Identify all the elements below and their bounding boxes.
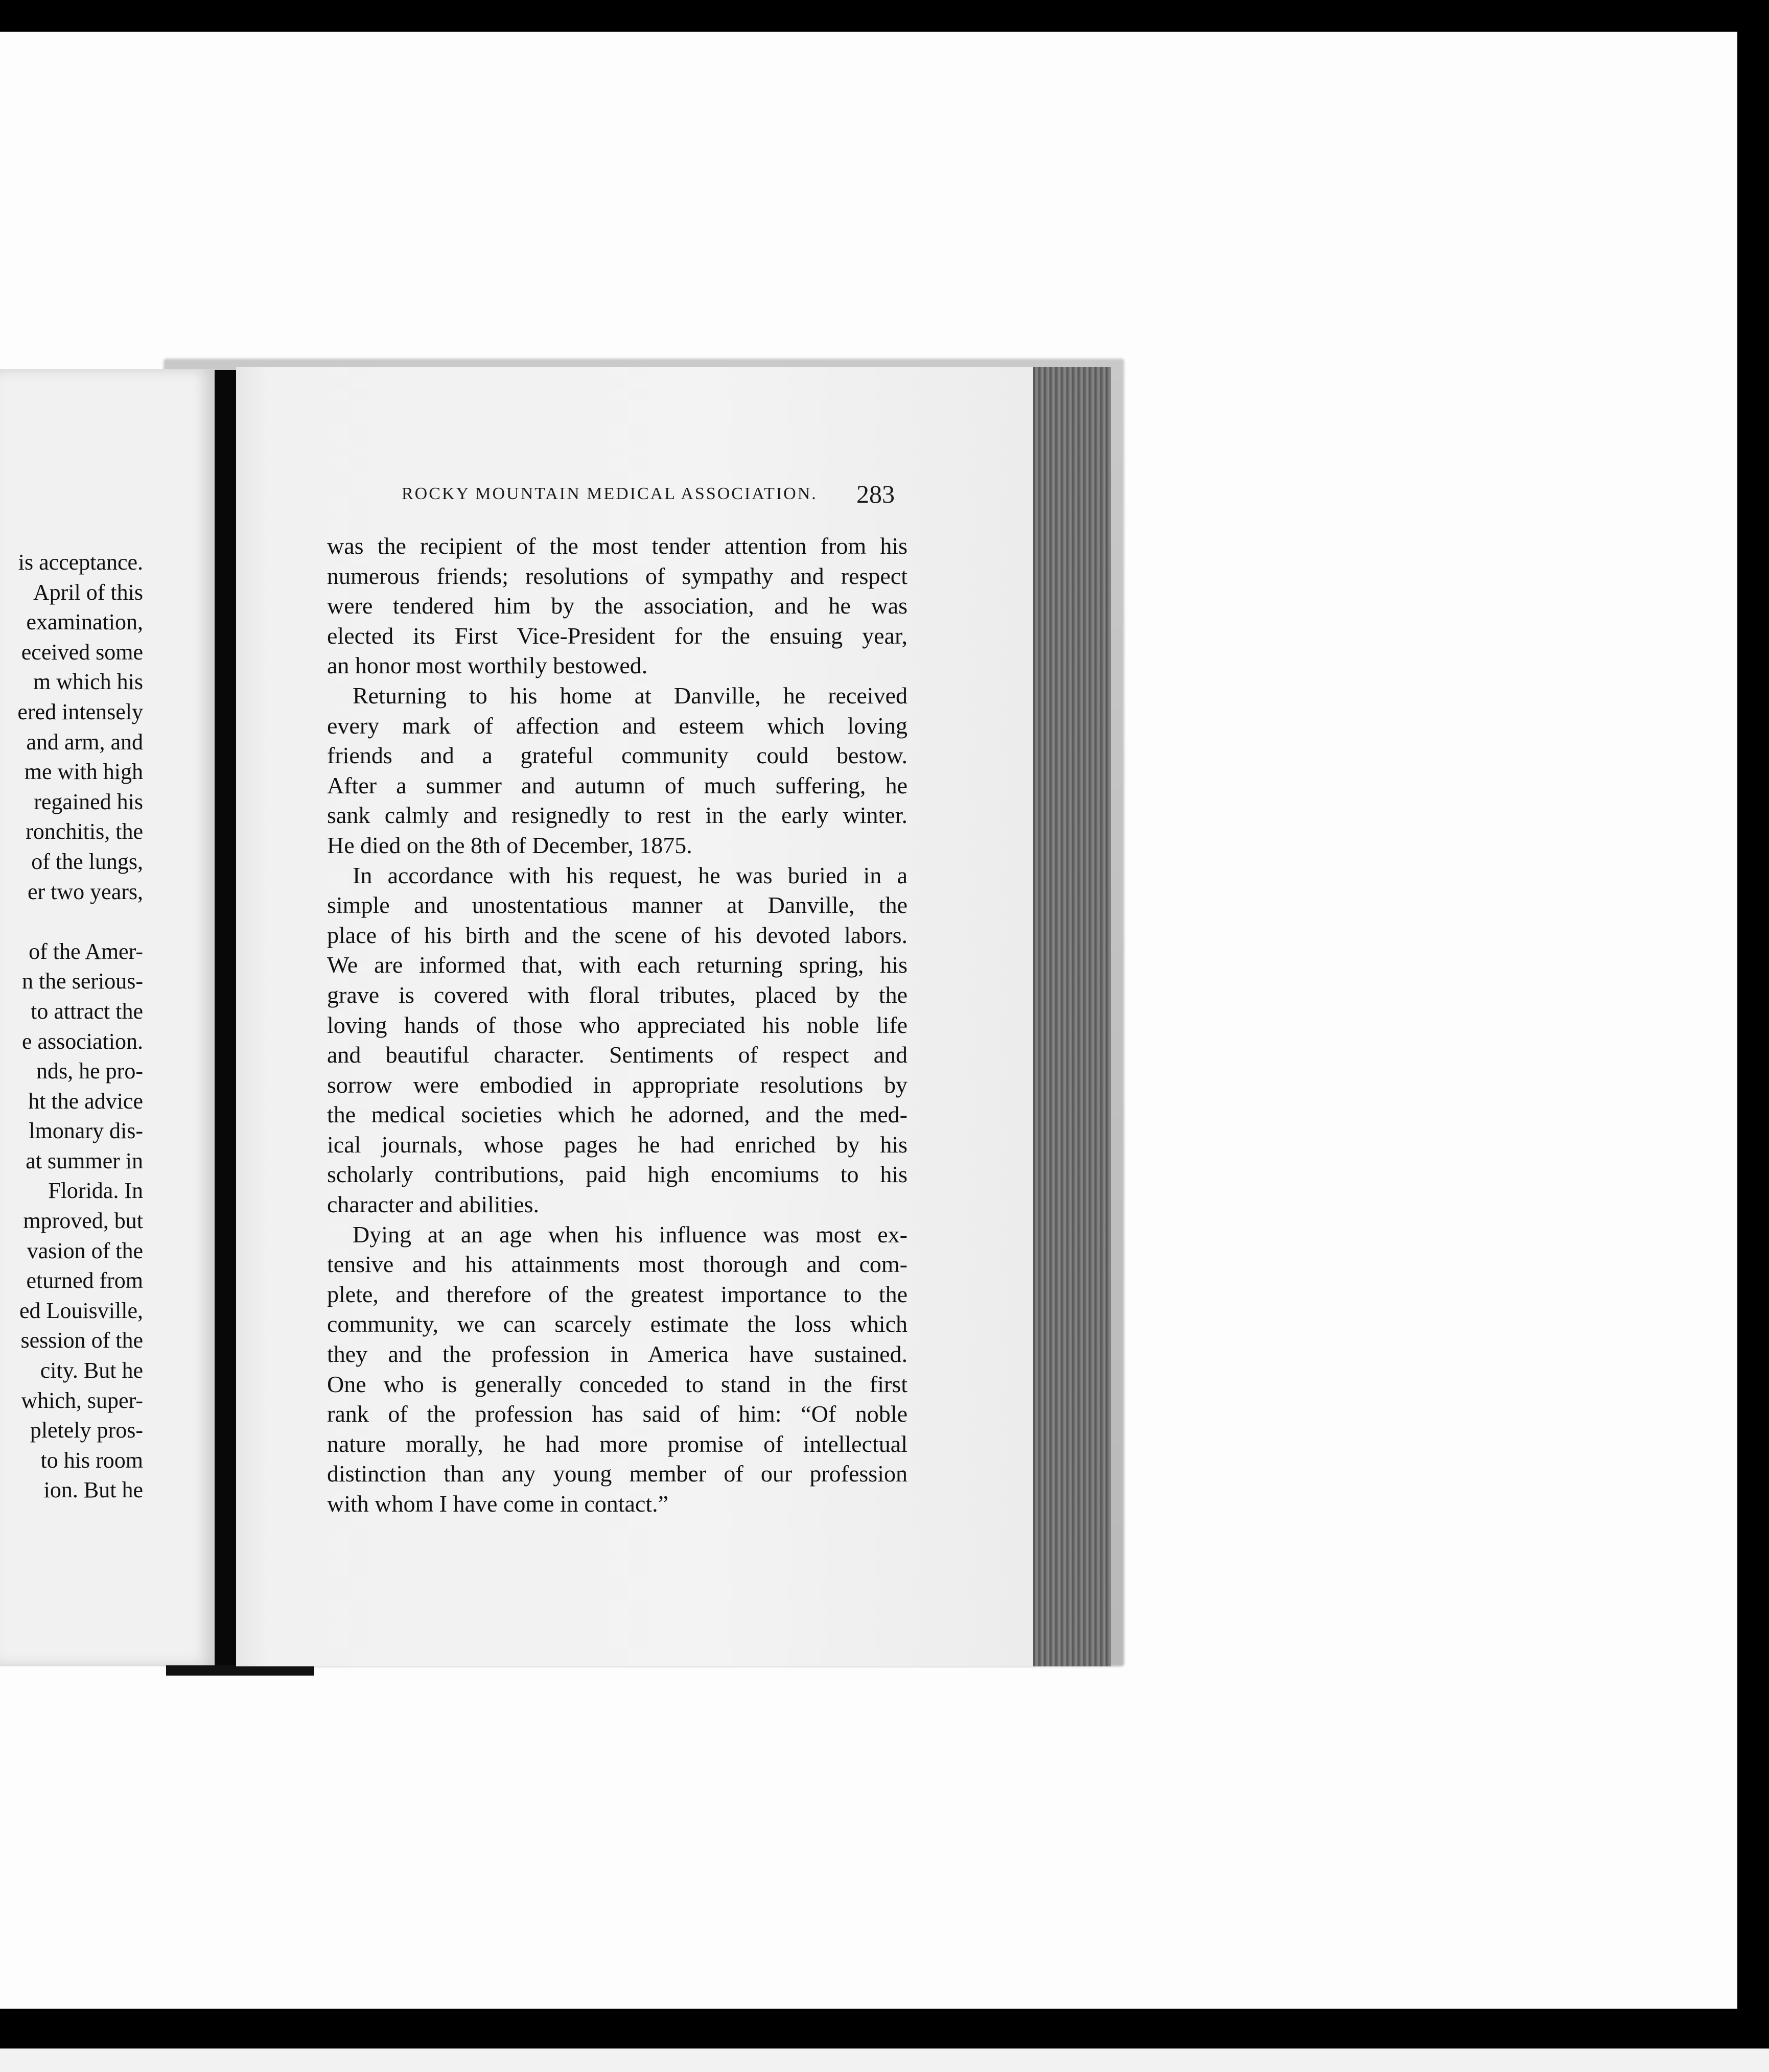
left-page-line: eceived some <box>21 639 143 665</box>
left-page-line: ion. But he <box>43 1477 143 1503</box>
body-line: community, we can scarcely estimate the loss which <box>327 1311 907 1337</box>
body-line: distinction than any young member of our profession <box>327 1461 907 1487</box>
left-page-line: pletely pros- <box>30 1418 143 1443</box>
body-line: rank of the profession has said of him: “Of noble <box>327 1401 907 1427</box>
body-line: After a summer and autumn of much suffering, he <box>327 772 907 798</box>
left-page-line: n the serious- <box>21 969 143 994</box>
left-page-line: at summer in <box>26 1148 143 1173</box>
running-head: ROCKY MOUNTAIN MEDICAL ASSOCIATION. <box>402 484 818 503</box>
left-page-line: April of this <box>33 579 143 605</box>
left-page-line: me with high <box>24 759 143 785</box>
left-page-line: vasion of the <box>27 1238 143 1263</box>
body-line: character and abilities. <box>327 1191 540 1218</box>
right-page-text <box>327 531 907 1519</box>
left-page-line: of the lungs, <box>31 849 143 874</box>
body-line: and beautiful character. Sentiments of respect and <box>327 1042 907 1068</box>
left-page-line: Florida. In <box>48 1178 143 1204</box>
left-page-line: eturned from <box>26 1268 143 1293</box>
left-page-line: and arm, and <box>26 729 143 755</box>
left-page-line: m which his <box>33 669 143 695</box>
body-line: sorrow were embodied in appropriate resolutions by <box>327 1071 907 1098</box>
body-line: sank calmly and resignedly to rest in the early winter. <box>327 802 907 829</box>
body-line: In accordance with his request, he was buried in a <box>353 862 907 888</box>
body-line: He died on the 8th of December, 1875. <box>327 832 692 858</box>
body-line: place of his birth and the scene of his devoted labors. <box>327 922 907 948</box>
left-page-line: e association. <box>21 1028 143 1054</box>
left-page-line <box>0 907 143 937</box>
scan-background <box>0 32 1737 2009</box>
body-line: nature morally, he had more promise of intellectual <box>327 1430 907 1457</box>
body-line: was the recipient of the most tender attention from his <box>327 533 907 559</box>
body-line: tensive and his attainments most thorough and com- <box>327 1251 907 1278</box>
left-page-line: examination, <box>26 609 143 635</box>
left-page-line: city. But he <box>40 1358 143 1383</box>
body-line: plete, and therefore of the greatest importance to the <box>327 1281 907 1307</box>
left-page-line: ered intensely <box>17 699 143 724</box>
left-page-line: lmonary dis- <box>29 1118 143 1144</box>
body-line: elected its First Vice-President for the ensuing year, <box>327 622 907 649</box>
body-line: Dying at an age when his influence was most ex- <box>353 1221 907 1247</box>
body-line: grave is covered with floral tributes, placed by the <box>327 981 907 1008</box>
left-page-text <box>0 548 143 1505</box>
left-page-line: session of the <box>20 1328 143 1353</box>
left-page-line: of the Amer- <box>29 938 143 964</box>
left-page-line: regained his <box>34 789 143 814</box>
left-page-line: ed Louisville, <box>19 1298 143 1323</box>
body-line: they and the profession in America have sustained. <box>327 1341 907 1368</box>
body-line: Returning to his home at Danville, he received <box>353 682 907 709</box>
left-page-line: to his room <box>40 1447 143 1473</box>
body-line: We are informed that, with each returning spring, his <box>327 952 907 978</box>
book-spine <box>215 370 236 1667</box>
page-number: 283 <box>856 480 895 508</box>
body-line: were tendered him by the association, and he was <box>327 593 907 619</box>
left-page <box>0 369 215 1666</box>
body-line: One who is generally conceded to stand in the first <box>327 1371 907 1397</box>
body-line: scholarly contributions, paid high encomiums to his <box>327 1161 907 1188</box>
left-page-line: is acceptance. <box>18 550 143 575</box>
body-line: simple and unostentatious manner at Danville, the <box>327 892 907 919</box>
left-page-line: ronchitis, the <box>26 819 143 844</box>
left-page-line: which, super- <box>21 1387 143 1413</box>
body-line: friends and a grateful community could bestow. <box>327 742 907 769</box>
page-fore-edge <box>1033 367 1111 1666</box>
body-line: the medical societies which he adorned, and the med- <box>327 1101 907 1128</box>
bottom-sheet-edge <box>0 2049 1769 2072</box>
left-page-line: to attract the <box>31 998 143 1024</box>
body-line: ical journals, whose pages he had enriched by his <box>327 1131 907 1158</box>
body-line: every mark of affection and esteem which loving <box>327 712 907 739</box>
body-line: with whom I have come in contact.” <box>327 1491 669 1517</box>
left-page-line: er two years, <box>27 879 143 904</box>
body-line: an honor most worthily bestowed. <box>327 652 648 679</box>
left-page-line: mproved, but <box>23 1208 143 1234</box>
left-page-line: ht the advice <box>28 1088 143 1114</box>
left-page-line: nds, he pro- <box>36 1058 143 1084</box>
body-line: numerous friends; resolutions of sympathy and respect <box>327 562 907 589</box>
body-line: loving hands of those who appreciated his noble life <box>327 1011 907 1038</box>
spine-foot <box>166 1665 314 1676</box>
